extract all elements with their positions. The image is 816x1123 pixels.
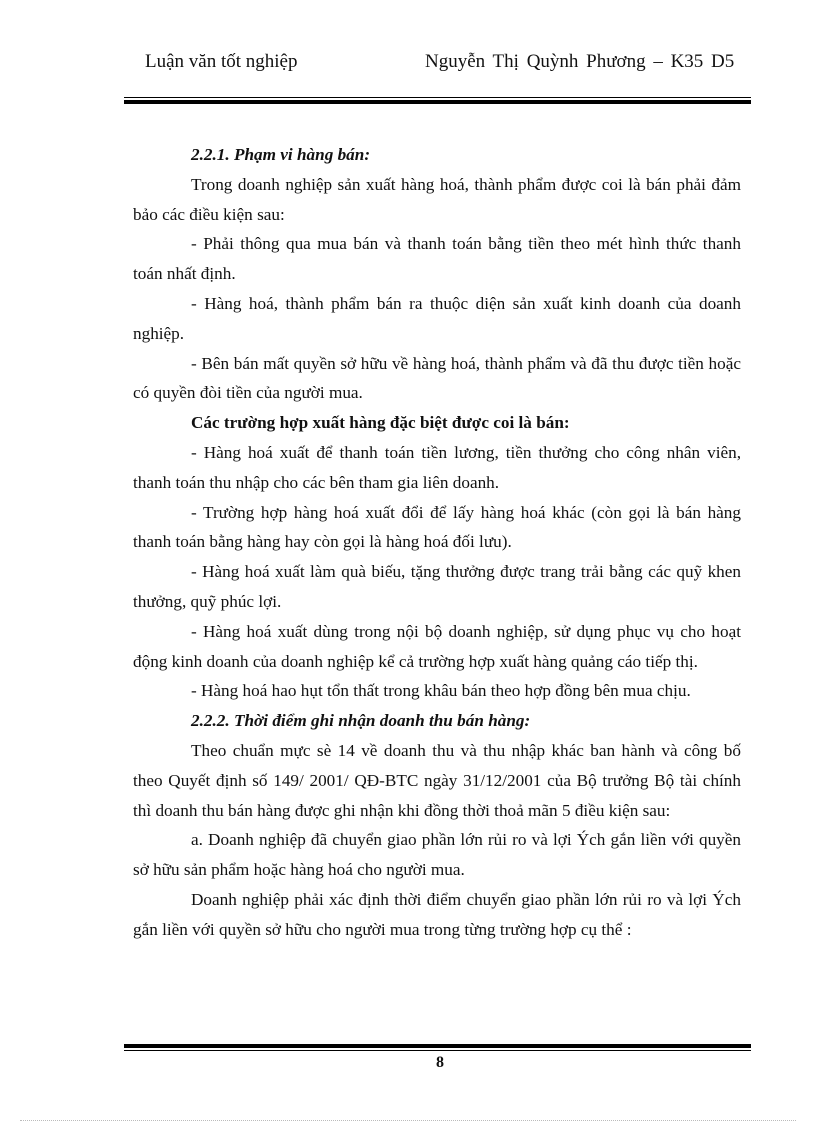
bullet-paragraph: - Trường hợp hàng hoá xuất đổi để lấy hàng hoá khác (còn gọi là bán hàng thanh toán bằng hàng hay còn gọi là hàng hoá đối lưu). [133,502,741,552]
paragraph: a. Doanh nghiệp đã chuyển giao phần lớn rủi ro và lợi Ých gắn liền với quyền sở hữu sản phẩm hoặc hàng hoá cho người mua. [133,830,741,880]
page-edge-divider [20,1120,796,1121]
document-body [133,140,741,945]
paragraph: Trong doanh nghiệp sản xuất hàng hoá, thành phẩm được coi là bán phải đảm bảo các điều kiện sau: [133,174,741,224]
header-rule [124,97,751,104]
bullet-paragraph: - Hàng hoá, thành phẩm bán ra thuộc diện sản xuất kinh doanh của doanh nghiệp. [133,293,741,343]
paragraph: Doanh nghiệp phải xác định thời điểm chuyển giao phần lớn rủi ro và lợi Ých gắn liền với quyền sở hữu cho người mua trong từng trường hợp cụ thể : [133,889,741,939]
bullet-paragraph: - Bên bán mất quyền sở hữu về hàng hoá, thành phẩm và đã thu được tiền hoặc có quyền đòi tiền của người mua. [133,353,741,403]
section-heading-2-2-1: 2.2.1. Phạm vi hàng bán: [191,145,371,164]
header-title: Luận văn tốt nghiệp [145,51,298,72]
footer-rule [124,1044,751,1051]
paragraph: Theo chuẩn mực sè 14 về doanh thu và thu nhập khác ban hành và công bố theo Quyết định số 149/ 2001/ QĐ-BTC ngày 31/12/2001 của Bộ trưởng Bộ tài chính thì doanh thu bán hàng được ghi nhận khi đồng thời thoả mãn 5 điều kiện sau: [133,740,741,820]
page-number: 8 [436,1054,444,1071]
bold-subheading: Các trường hợp xuất hàng đặc biệt được coi là bán: [191,413,570,433]
bullet-paragraph: - Hàng hoá xuất để thanh toán tiền lương, tiền thưởng cho công nhân viên, thanh toán thu nhập cho các bên tham gia liên doanh. [133,442,741,492]
section-heading-2-2-2: 2.2.2. Thời điểm ghi nhận doanh thu bán hàng: [191,711,531,731]
bullet-paragraph: - Phải thông qua mua bán và thanh toán bằng tiền theo mét hình thức thanh toán nhất định. [133,234,741,284]
header-author: Nguyễn Thị Quỳnh Phương – K35 D5 [425,51,735,72]
bullet-paragraph: - Hàng hoá hao hụt tổn thất trong khâu bán theo hợp đồng bên mua chịu. [191,681,691,701]
bullet-paragraph: - Hàng hoá xuất làm quà biếu, tặng thưởng được trang trải bằng các quỹ khen thưởng, quỹ phúc lợi. [133,562,741,611]
bullet-paragraph: - Hàng hoá xuất dùng trong nội bộ doanh nghiệp, sử dụng phục vụ cho hoạt động kinh doanh của doanh nghiệp kể cả trường hợp xuất hàng quảng cáo tiếp thị. [133,621,741,671]
